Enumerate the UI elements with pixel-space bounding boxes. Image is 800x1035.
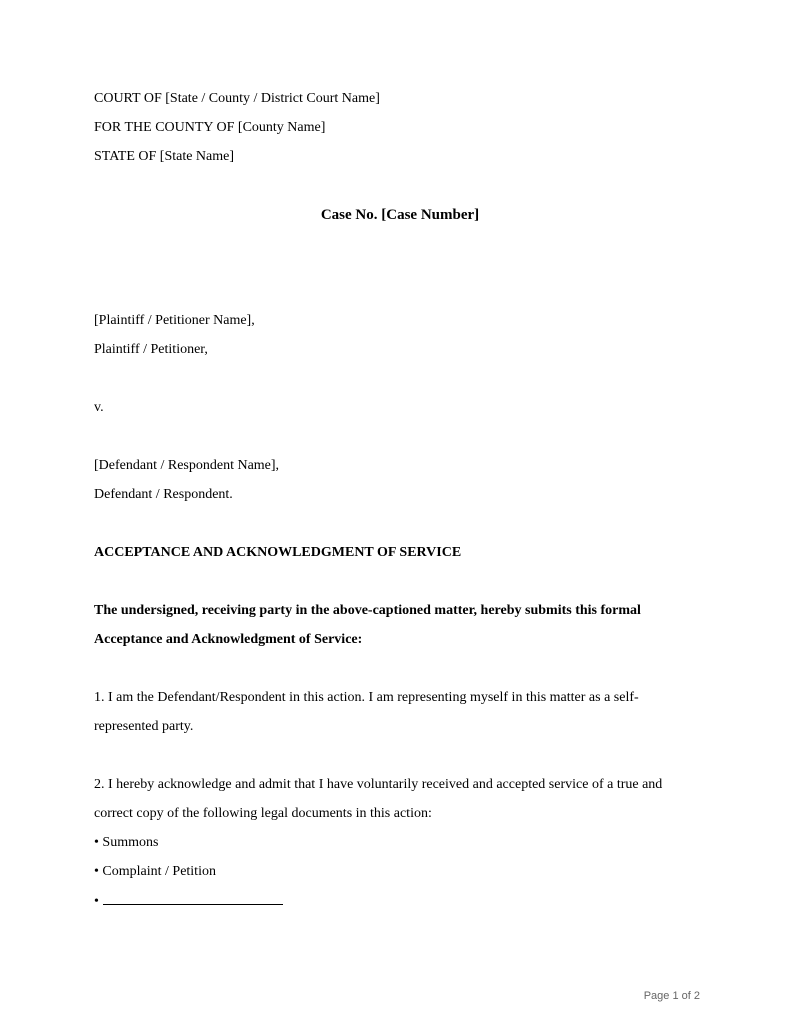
document-title: ACCEPTANCE AND ACKNOWLEDGMENT OF SERVICE [94, 545, 462, 560]
paragraph-1-line-1: 1. I am the Defendant/Respondent in this action. I am representing myself in this matter as a self- [94, 690, 639, 705]
plaintiff-role: Plaintiff / Petitioner, [94, 342, 208, 357]
blank-fill-line [103, 892, 283, 905]
intro-line-2: Acceptance and Acknowledgment of Service: [94, 632, 363, 647]
county-line: FOR THE COUNTY OF [County Name] [94, 120, 326, 135]
paragraph-2-line-1: 2. I hereby acknowledge and admit that I have voluntarily received and accepted service of a true and [94, 777, 663, 792]
defendant-name: [Defendant / Respondent Name], [94, 458, 280, 473]
case-number: Case No. [Case Number] [320, 207, 480, 223]
paragraph-2-line-2: correct copy of the following legal documents in this action: [94, 806, 432, 821]
state-line: STATE OF [State Name] [94, 149, 235, 164]
versus-label: v. [94, 400, 104, 415]
plaintiff-name: [Plaintiff / Petitioner Name], [94, 313, 255, 328]
list-item-complaint: • Complaint / Petition [94, 864, 216, 879]
list-item-bullet: • [94, 894, 99, 909]
intro-line-1: The undersigned, receiving party in the above-captioned matter, hereby submits this formal [94, 603, 641, 618]
list-item-blank [94, 892, 283, 911]
page-number: Page 1 of 2 [643, 990, 700, 1002]
paragraph-1-line-2: represented party. [94, 719, 194, 734]
court-line: COURT OF [State / County / District Court Name] [94, 91, 380, 106]
list-item-summons: • Summons [94, 835, 159, 850]
defendant-role: Defendant / Respondent. [94, 487, 233, 502]
